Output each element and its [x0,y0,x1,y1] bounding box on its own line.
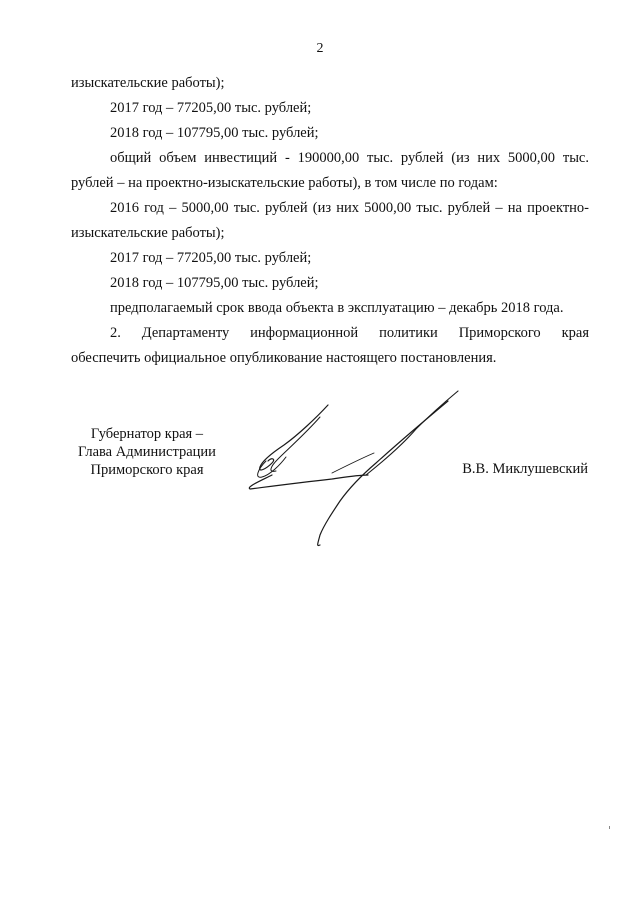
signatory-name: В.В. Миклушевский [462,461,588,477]
text-line: 2017 год – 77205,00 тыс. рублей; [110,250,312,266]
signatory-title-line: Глава Администрации [78,444,216,460]
signatory-title-line: Приморского края [90,462,204,478]
text-line: изыскательские работы); [71,225,225,241]
text-line: обеспечить официальное опубликование настоящего постановления. [71,350,497,366]
text-line: 2017 год – 77205,00 тыс. рублей; [110,100,312,116]
text-line: предполагаемый срок ввода объекта в эксплуатацию – декабрь 2018 года. [110,300,564,316]
text-line: общий объем инвестиций - 190000,00 тыс. рублей (из них 5000,00 тыс. [110,150,589,166]
text-line: 2016 год – 5000,00 тыс. рублей (из них 5000,00 тыс. рублей – на проектно- [110,200,589,216]
text-line: 2018 год – 107795,00 тыс. рублей; [110,125,319,141]
numbered-paragraph: 2. Департаменту информационной политики Приморского края [110,325,589,341]
page-number: 2 [316,41,324,56]
text-line: 2018 год – 107795,00 тыс. рублей; [110,275,319,291]
text-line: рублей – на проектно-изыскательские работы), в том числе по годам: [71,175,498,191]
signatory-title-line: Губернатор края – [90,426,204,442]
scan-speck [609,826,610,829]
handwritten-signature [236,383,471,553]
text-line: изыскательские работы); [71,75,225,91]
signatory-title [62,425,232,479]
